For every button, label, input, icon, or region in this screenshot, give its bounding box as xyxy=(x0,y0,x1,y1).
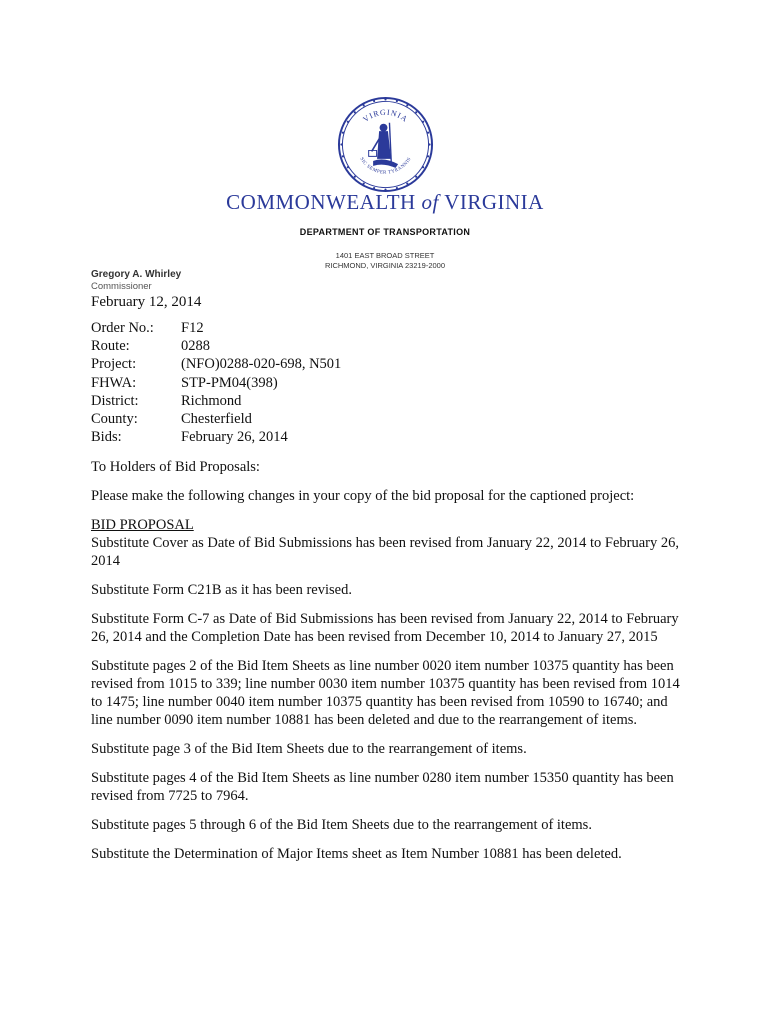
info-value: (NFO)0288-020-698, N501 xyxy=(181,356,342,373)
section-heading: BID PROPOSAL xyxy=(91,517,194,533)
info-label: Order No.: xyxy=(91,320,154,336)
address-line-1: 1401 EAST BROAD STREET xyxy=(335,251,435,260)
seal-text-top: VIRGINIA xyxy=(361,107,410,125)
info-value: STP-PM04(398) xyxy=(181,374,278,391)
info-row-district xyxy=(91,392,341,410)
paragraph-page-4: Substitute pages 4 of the Bid Item Sheets as line number 0280 item number 15350 quantity has been revised from 7725 to 7964. xyxy=(91,770,674,804)
info-label: FHWA: xyxy=(91,374,137,391)
letterhead-title xyxy=(0,190,770,215)
paragraph-form-c21b: Substitute Form C21B as it has been revised. xyxy=(91,582,352,598)
project-info-block xyxy=(91,319,341,446)
info-label: County: xyxy=(91,411,138,428)
info-value: Chesterfield xyxy=(181,411,252,428)
letterhead-title-main: COMMONWEALTH xyxy=(226,190,416,214)
info-value: February 26, 2014 xyxy=(181,429,288,446)
letter-body xyxy=(91,458,681,874)
letterhead-title-state: VIRGINIA xyxy=(444,190,544,214)
paragraph-cover: Substitute Cover as Date of Bid Submissions has been revised from January 22, 2014 to February 26, 2014 xyxy=(91,535,679,569)
info-value: 0288 xyxy=(181,338,210,355)
commissioner-title: Commissioner xyxy=(91,281,152,292)
info-value: F12 xyxy=(181,320,204,336)
paragraph-pages-5-6: Substitute pages 5 through 6 of the Bid Item Sheets due to the rearrangement of items. xyxy=(91,817,592,833)
department-address xyxy=(0,251,770,271)
department-name: DEPARTMENT OF TRANSPORTATION xyxy=(299,227,471,237)
paragraph-form-c7: Substitute Form C-7 as Date of Bid Submissions has been revised from January 22, 2014 to February 26, 2014 and the Completion Date has been revised from December 10, 2014 to January 27, 2015 xyxy=(91,611,679,645)
svg-text:SIC SEMPER TYRANNIS xyxy=(358,157,412,176)
paragraph-page-2: Substitute pages 2 of the Bid Item Sheets as line number 0020 item number 10375 quantity has been revised from 1015 to 339; line number 0030 item number 10375 quantity has been revised from 1014 to 1475; line number 0040 item number 10375 quantity has been revised from 10590 to 16740; and line number 0090 item number 10881 has been deleted and due to the rearrangement of items. xyxy=(91,658,680,728)
intro-paragraph: Please make the following changes in your copy of the bid proposal for the captioned project: xyxy=(91,488,635,504)
info-row-project xyxy=(91,355,341,373)
info-label: Bids: xyxy=(91,429,122,446)
info-row-fhwa xyxy=(91,374,341,392)
paragraph-page-3: Substitute page 3 of the Bid Item Sheets due to the rearrangement of items. xyxy=(91,741,527,757)
info-label: Project: xyxy=(91,356,137,373)
salutation: To Holders of Bid Proposals: xyxy=(91,459,260,475)
info-row-bids xyxy=(91,428,341,446)
svg-text:VIRGINIA xyxy=(361,108,410,124)
info-row-order xyxy=(91,319,341,337)
info-row-county xyxy=(91,410,341,428)
virginia-seal-icon xyxy=(336,95,435,194)
seal-text-bottom: SIC SEMPER TYRANNIS xyxy=(358,156,413,176)
address-line-2: RICHMOND, VIRGINIA 23219-2000 xyxy=(324,261,446,270)
letterhead-title-of: of xyxy=(421,190,439,214)
commissioner-name: Gregory A. Whirley xyxy=(91,269,182,280)
paragraph-major-items: Substitute the Determination of Major Items sheet as Item Number 10881 has been deleted. xyxy=(91,846,622,862)
letter-date: February 12, 2014 xyxy=(91,294,202,310)
info-label: District: xyxy=(91,392,139,409)
info-value: Richmond xyxy=(181,392,242,409)
info-label: Route: xyxy=(91,338,130,355)
info-row-route xyxy=(91,337,341,355)
